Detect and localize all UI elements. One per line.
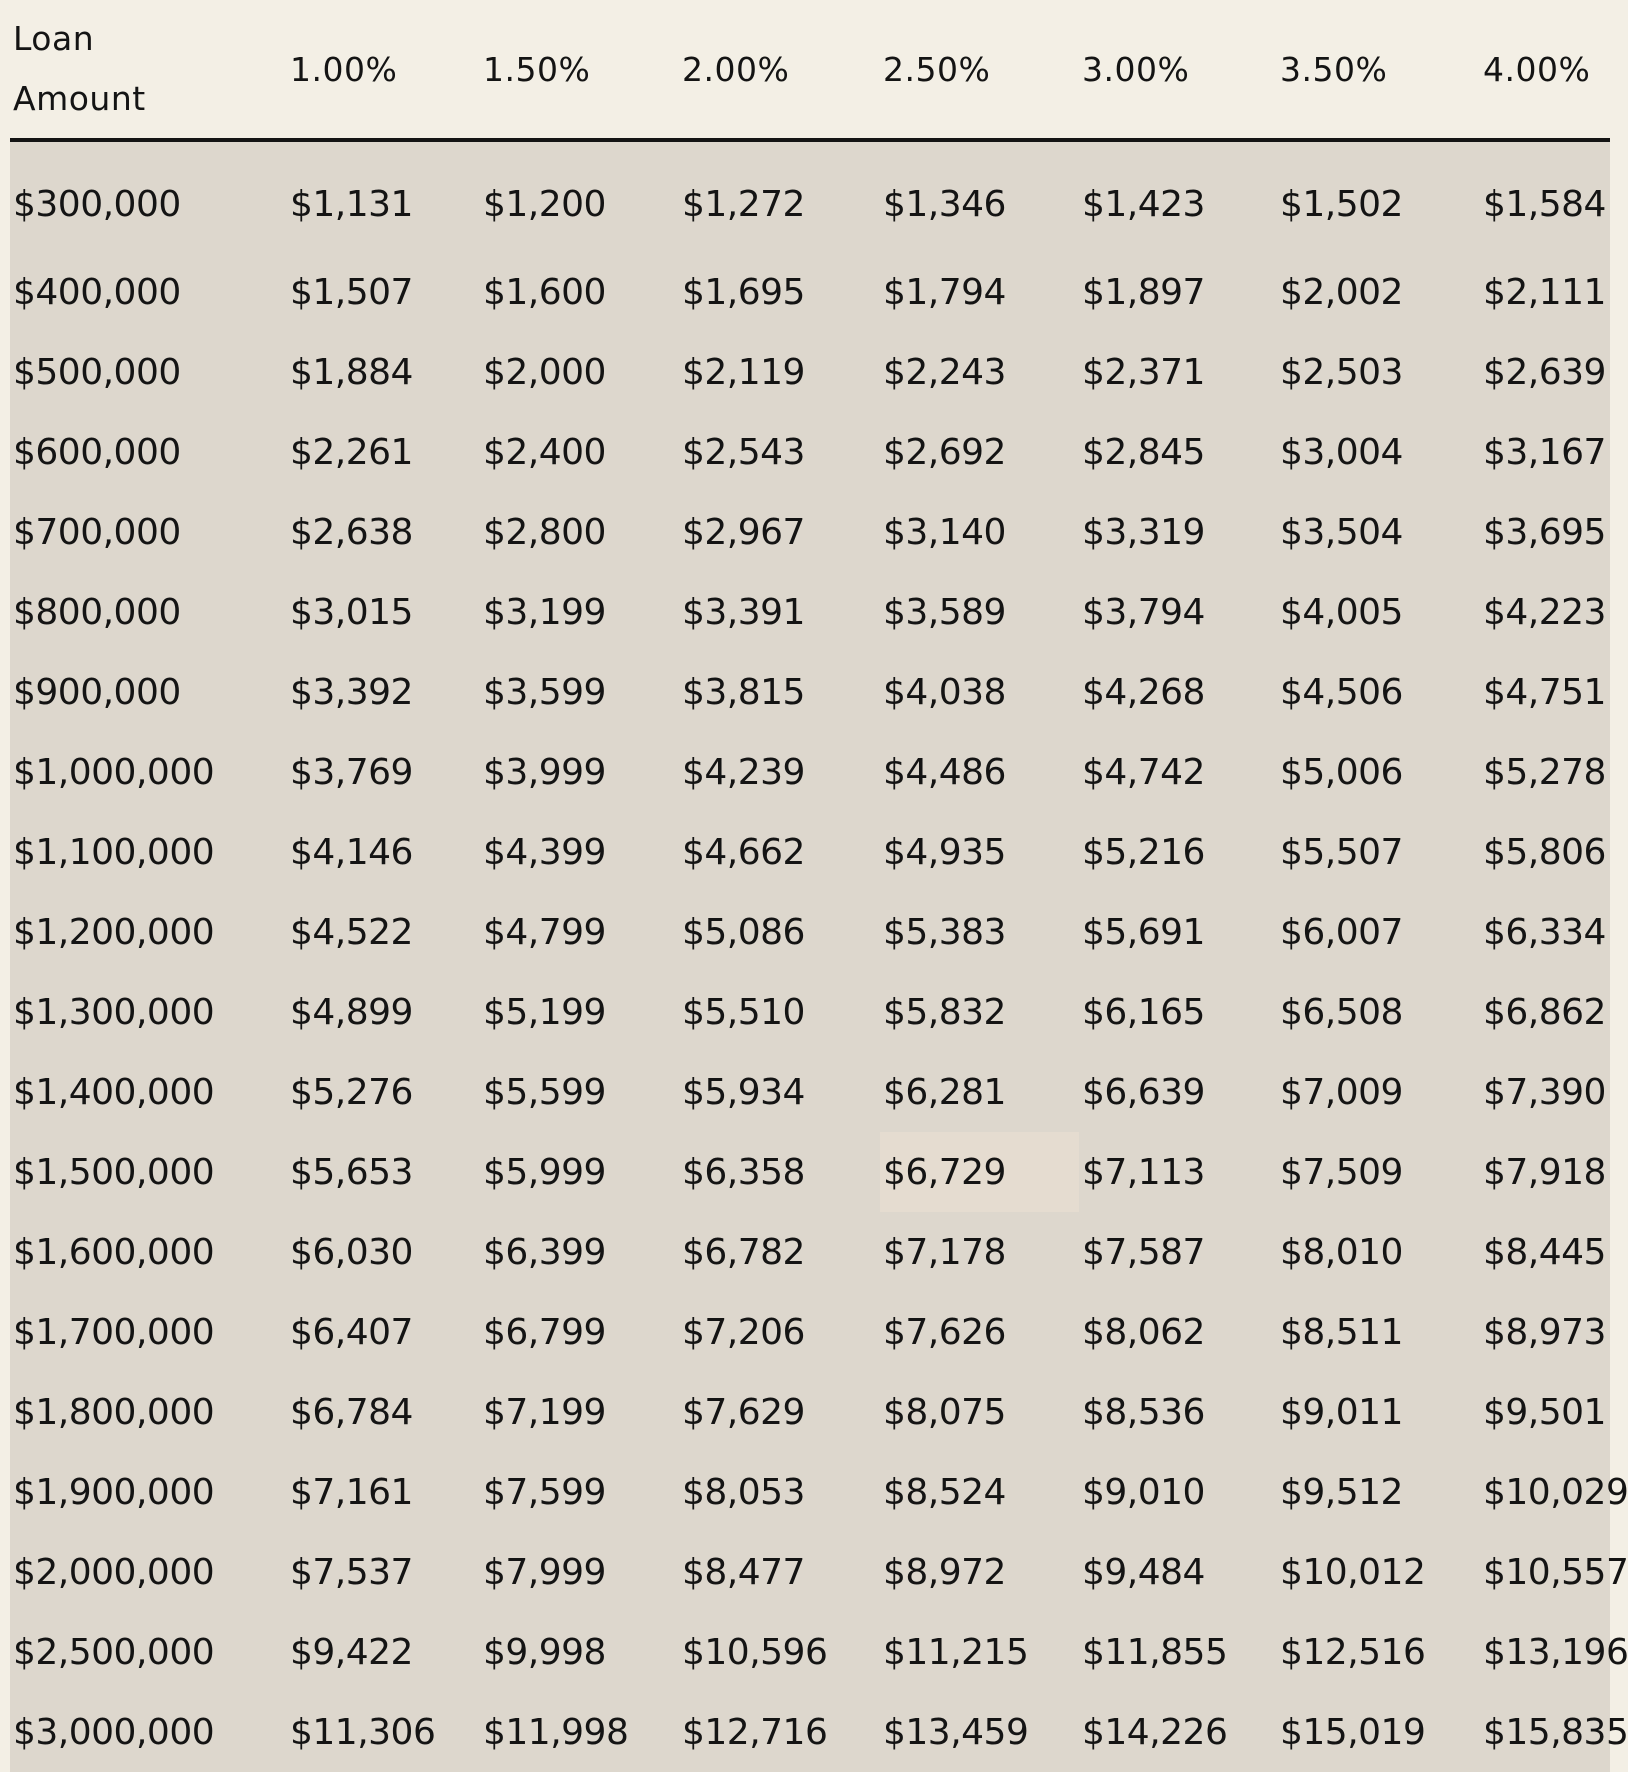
monthly-payment-cell: $7,599 (480, 1452, 679, 1532)
monthly-payment-cell: $12,716 (679, 1692, 880, 1772)
monthly-payment-cell: $5,216 (1079, 812, 1277, 892)
monthly-payment-cell: $8,972 (880, 1532, 1079, 1612)
monthly-payment-cell: $8,053 (679, 1452, 880, 1532)
table-row (10, 1692, 1610, 1772)
monthly-payment-cell: $7,918 (1480, 1132, 1610, 1212)
monthly-payment-cell: $7,009 (1277, 1052, 1480, 1132)
table-row (10, 332, 1610, 412)
monthly-payment-cell: $1,584 (1480, 140, 1610, 252)
monthly-payment-cell: $8,477 (679, 1532, 880, 1612)
monthly-payment-cell: $4,799 (480, 892, 679, 972)
monthly-payment-cell: $2,692 (880, 412, 1079, 492)
monthly-payment-cell: $2,000 (480, 332, 679, 412)
monthly-payment-cell: $2,639 (1480, 332, 1610, 412)
loan-amount-cell: $3,000,000 (10, 1692, 287, 1772)
monthly-payment-cell: $3,391 (679, 572, 880, 652)
monthly-payment-cell: $8,536 (1079, 1372, 1277, 1452)
monthly-payment-cell: $6,399 (480, 1212, 679, 1292)
table-row (10, 1372, 1610, 1452)
monthly-payment-cell: $7,999 (480, 1532, 679, 1612)
monthly-payment-cell: $8,445 (1480, 1212, 1610, 1292)
monthly-payment-cell: $9,011 (1277, 1372, 1480, 1452)
monthly-payment-cell: $8,062 (1079, 1292, 1277, 1372)
monthly-payment-cell: $3,319 (1079, 492, 1277, 572)
monthly-payment-cell: $1,272 (679, 140, 880, 252)
monthly-payment-cell: $2,503 (1277, 332, 1480, 412)
monthly-payment-cell: $4,899 (287, 972, 480, 1052)
monthly-payment-cell: $6,782 (679, 1212, 880, 1292)
loan-amount-header-line2: Amount (13, 79, 146, 118)
monthly-payment-cell: $10,557 (1480, 1532, 1610, 1612)
mortgage-payment-table-container (10, 0, 1628, 1753)
monthly-payment-cell: $7,206 (679, 1292, 880, 1372)
table-row (10, 812, 1610, 892)
monthly-payment-cell: $1,600 (480, 252, 679, 332)
monthly-payment-cell: $9,998 (480, 1612, 679, 1692)
monthly-payment-cell: $5,999 (480, 1132, 679, 1212)
monthly-payment-cell: $10,012 (1277, 1532, 1480, 1612)
rate-header-3-00: 3.00% (1079, 0, 1277, 140)
loan-amount-cell: $300,000 (10, 140, 287, 252)
monthly-payment-cell: $4,506 (1277, 652, 1480, 732)
table-row (10, 652, 1610, 732)
monthly-payment-cell: $10,029 (1480, 1452, 1610, 1532)
monthly-payment-cell: $2,967 (679, 492, 880, 572)
rate-header-1-00: 1.00% (287, 0, 480, 140)
table-row (10, 1292, 1610, 1372)
monthly-payment-cell: $5,383 (880, 892, 1079, 972)
monthly-payment-cell: $3,599 (480, 652, 679, 732)
loan-amount-cell: $1,500,000 (10, 1132, 287, 1212)
loan-amount-header (10, 0, 287, 140)
monthly-payment-cell: $10,596 (679, 1612, 880, 1692)
loan-amount-cell: $1,900,000 (10, 1452, 287, 1532)
table-row (10, 412, 1610, 492)
loan-amount-cell: $700,000 (10, 492, 287, 572)
monthly-payment-cell: $3,015 (287, 572, 480, 652)
monthly-payment-cell: $13,459 (880, 1692, 1079, 1772)
monthly-payment-cell: $1,131 (287, 140, 480, 252)
monthly-payment-cell: $1,200 (480, 140, 679, 252)
monthly-payment-cell: $1,423 (1079, 140, 1277, 252)
monthly-payment-cell: $3,504 (1277, 492, 1480, 572)
monthly-payment-cell: $1,507 (287, 252, 480, 332)
monthly-payment-cell: $2,002 (1277, 252, 1480, 332)
monthly-payment-cell: $1,502 (1277, 140, 1480, 252)
loan-amount-header-line1: Loan (13, 19, 95, 58)
monthly-payment-cell: $4,522 (287, 892, 480, 972)
loan-amount-cell: $600,000 (10, 412, 287, 492)
monthly-payment-cell: $1,695 (679, 252, 880, 332)
monthly-payment-cell: $11,306 (287, 1692, 480, 1772)
monthly-payment-cell: $3,794 (1079, 572, 1277, 652)
table-row (10, 1212, 1610, 1292)
loan-amount-cell: $1,800,000 (10, 1372, 287, 1452)
table-body (10, 140, 1628, 1772)
monthly-payment-cell: $5,086 (679, 892, 880, 972)
monthly-payment-cell: $2,845 (1079, 412, 1277, 492)
table-row (10, 1052, 1610, 1132)
monthly-payment-cell: $5,006 (1277, 732, 1480, 812)
monthly-payment-cell: $8,010 (1277, 1212, 1480, 1292)
loan-amount-cell: $1,300,000 (10, 972, 287, 1052)
loan-amount-cell: $1,200,000 (10, 892, 287, 972)
table-row (10, 1132, 1610, 1212)
table-row (10, 252, 1610, 332)
monthly-payment-cell: $3,999 (480, 732, 679, 812)
table-row (10, 492, 1610, 572)
monthly-payment-cell: $7,161 (287, 1452, 480, 1532)
monthly-payment-cell: $8,973 (1480, 1292, 1610, 1372)
monthly-payment-cell: $3,815 (679, 652, 880, 732)
monthly-payment-cell: $4,146 (287, 812, 480, 892)
table-row (10, 892, 1610, 972)
monthly-payment-cell: $4,486 (880, 732, 1079, 812)
monthly-payment-cell: $4,005 (1277, 572, 1480, 652)
monthly-payment-cell: $5,510 (679, 972, 880, 1052)
monthly-payment-cell: $5,599 (480, 1052, 679, 1132)
table-header (10, 0, 1610, 140)
monthly-payment-cell: $7,113 (1079, 1132, 1277, 1212)
monthly-payment-cell: $12,516 (1277, 1612, 1480, 1692)
monthly-payment-cell: $7,509 (1277, 1132, 1480, 1212)
monthly-payment-cell: $6,334 (1480, 892, 1610, 972)
monthly-payment-cell: $1,897 (1079, 252, 1277, 332)
monthly-payment-cell: $1,884 (287, 332, 480, 412)
monthly-payment-cell: $2,400 (480, 412, 679, 492)
monthly-payment-cell: $2,543 (679, 412, 880, 492)
table-row (10, 1532, 1610, 1612)
monthly-payment-cell: $5,278 (1480, 732, 1610, 812)
monthly-payment-cell: $3,199 (480, 572, 679, 652)
monthly-payment-cell: $15,835 (1480, 1692, 1610, 1772)
monthly-payment-cell: $3,769 (287, 732, 480, 812)
monthly-payment-cell: $6,281 (880, 1052, 1079, 1132)
monthly-payment-cell: $4,223 (1480, 572, 1610, 652)
monthly-payment-cell: $7,390 (1480, 1052, 1610, 1132)
monthly-payment-cell: $8,075 (880, 1372, 1079, 1452)
mortgage-payment-table (10, 0, 1628, 1772)
monthly-payment-cell: $4,239 (679, 732, 880, 812)
monthly-payment-cell: $1,346 (880, 140, 1079, 252)
monthly-payment-cell: $2,243 (880, 332, 1079, 412)
monthly-payment-cell: $5,276 (287, 1052, 480, 1132)
monthly-payment-cell: $7,537 (287, 1532, 480, 1612)
loan-amount-cell: $1,600,000 (10, 1212, 287, 1292)
monthly-payment-cell: $7,199 (480, 1372, 679, 1452)
monthly-payment-cell: $3,392 (287, 652, 480, 732)
monthly-payment-cell: $6,639 (1079, 1052, 1277, 1132)
table-row (10, 1612, 1610, 1692)
table-row (10, 140, 1610, 252)
monthly-payment-cell: $4,751 (1480, 652, 1610, 732)
monthly-payment-cell: $2,111 (1480, 252, 1610, 332)
monthly-payment-cell: $5,806 (1480, 812, 1610, 892)
monthly-payment-cell: $6,007 (1277, 892, 1480, 972)
loan-amount-cell: $800,000 (10, 572, 287, 652)
monthly-payment-cell: $6,030 (287, 1212, 480, 1292)
monthly-payment-cell: $8,524 (880, 1452, 1079, 1532)
monthly-payment-cell: $6,407 (287, 1292, 480, 1372)
monthly-payment-cell: $9,010 (1079, 1452, 1277, 1532)
monthly-payment-cell: $9,422 (287, 1612, 480, 1692)
monthly-payment-cell: $6,799 (480, 1292, 679, 1372)
monthly-payment-cell: $6,508 (1277, 972, 1480, 1052)
table-row (10, 972, 1610, 1052)
loan-amount-cell: $1,700,000 (10, 1292, 287, 1372)
monthly-payment-cell: $5,507 (1277, 812, 1480, 892)
monthly-payment-cell: $3,167 (1480, 412, 1610, 492)
loan-amount-cell: $1,400,000 (10, 1052, 287, 1132)
monthly-payment-cell: $6,165 (1079, 972, 1277, 1052)
monthly-payment-cell: $5,653 (287, 1132, 480, 1212)
monthly-payment-cell: $1,794 (880, 252, 1079, 332)
loan-amount-cell: $400,000 (10, 252, 287, 332)
monthly-payment-cell: $3,589 (880, 572, 1079, 652)
monthly-payment-cell: $6,729 (880, 1132, 1079, 1212)
table-row (10, 572, 1610, 652)
monthly-payment-cell: $8,511 (1277, 1292, 1480, 1372)
monthly-payment-cell: $11,998 (480, 1692, 679, 1772)
monthly-payment-cell: $6,784 (287, 1372, 480, 1452)
monthly-payment-cell: $9,501 (1480, 1372, 1610, 1452)
monthly-payment-cell: $4,038 (880, 652, 1079, 732)
monthly-payment-cell: $15,019 (1277, 1692, 1480, 1772)
monthly-payment-cell: $5,934 (679, 1052, 880, 1132)
monthly-payment-cell: $2,119 (679, 332, 880, 412)
monthly-payment-cell: $4,662 (679, 812, 880, 892)
monthly-payment-cell: $7,587 (1079, 1212, 1277, 1292)
rate-header-2-00: 2.00% (679, 0, 880, 140)
rate-header-3-50: 3.50% (1277, 0, 1480, 140)
monthly-payment-cell: $5,832 (880, 972, 1079, 1052)
monthly-payment-cell: $2,638 (287, 492, 480, 572)
monthly-payment-cell: $6,358 (679, 1132, 880, 1212)
monthly-payment-cell: $3,140 (880, 492, 1079, 572)
monthly-payment-cell: $2,800 (480, 492, 679, 572)
monthly-payment-cell: $3,695 (1480, 492, 1610, 572)
monthly-payment-cell: $5,691 (1079, 892, 1277, 972)
monthly-payment-cell: $13,196 (1480, 1612, 1610, 1692)
monthly-payment-cell: $11,215 (880, 1612, 1079, 1692)
monthly-payment-cell: $9,484 (1079, 1532, 1277, 1612)
monthly-payment-cell: $14,226 (1079, 1692, 1277, 1772)
header-row (10, 0, 1610, 140)
rate-header-4-00: 4.00% (1480, 0, 1610, 140)
monthly-payment-cell: $4,742 (1079, 732, 1277, 812)
loan-amount-cell: $1,100,000 (10, 812, 287, 892)
monthly-payment-cell: $7,178 (880, 1212, 1079, 1292)
monthly-payment-cell: $9,512 (1277, 1452, 1480, 1532)
monthly-payment-cell: $3,004 (1277, 412, 1480, 492)
monthly-payment-cell: $4,268 (1079, 652, 1277, 732)
loan-amount-cell: $500,000 (10, 332, 287, 412)
rate-header-2-50: 2.50% (880, 0, 1079, 140)
monthly-payment-cell: $7,629 (679, 1372, 880, 1452)
loan-amount-cell: $900,000 (10, 652, 287, 732)
monthly-payment-cell: $5,199 (480, 972, 679, 1052)
monthly-payment-cell: $4,399 (480, 812, 679, 892)
loan-amount-cell: $1,000,000 (10, 732, 287, 812)
loan-amount-cell: $2,500,000 (10, 1612, 287, 1692)
monthly-payment-cell: $4,935 (880, 812, 1079, 892)
monthly-payment-cell: $2,371 (1079, 332, 1277, 412)
monthly-payment-cell: $11,855 (1079, 1612, 1277, 1692)
loan-amount-cell: $2,000,000 (10, 1532, 287, 1612)
table-row (10, 1452, 1610, 1532)
rate-header-1-50: 1.50% (480, 0, 679, 140)
monthly-payment-cell: $6,862 (1480, 972, 1610, 1052)
table-row (10, 732, 1610, 812)
monthly-payment-cell: $2,261 (287, 412, 480, 492)
monthly-payment-cell: $7,626 (880, 1292, 1079, 1372)
